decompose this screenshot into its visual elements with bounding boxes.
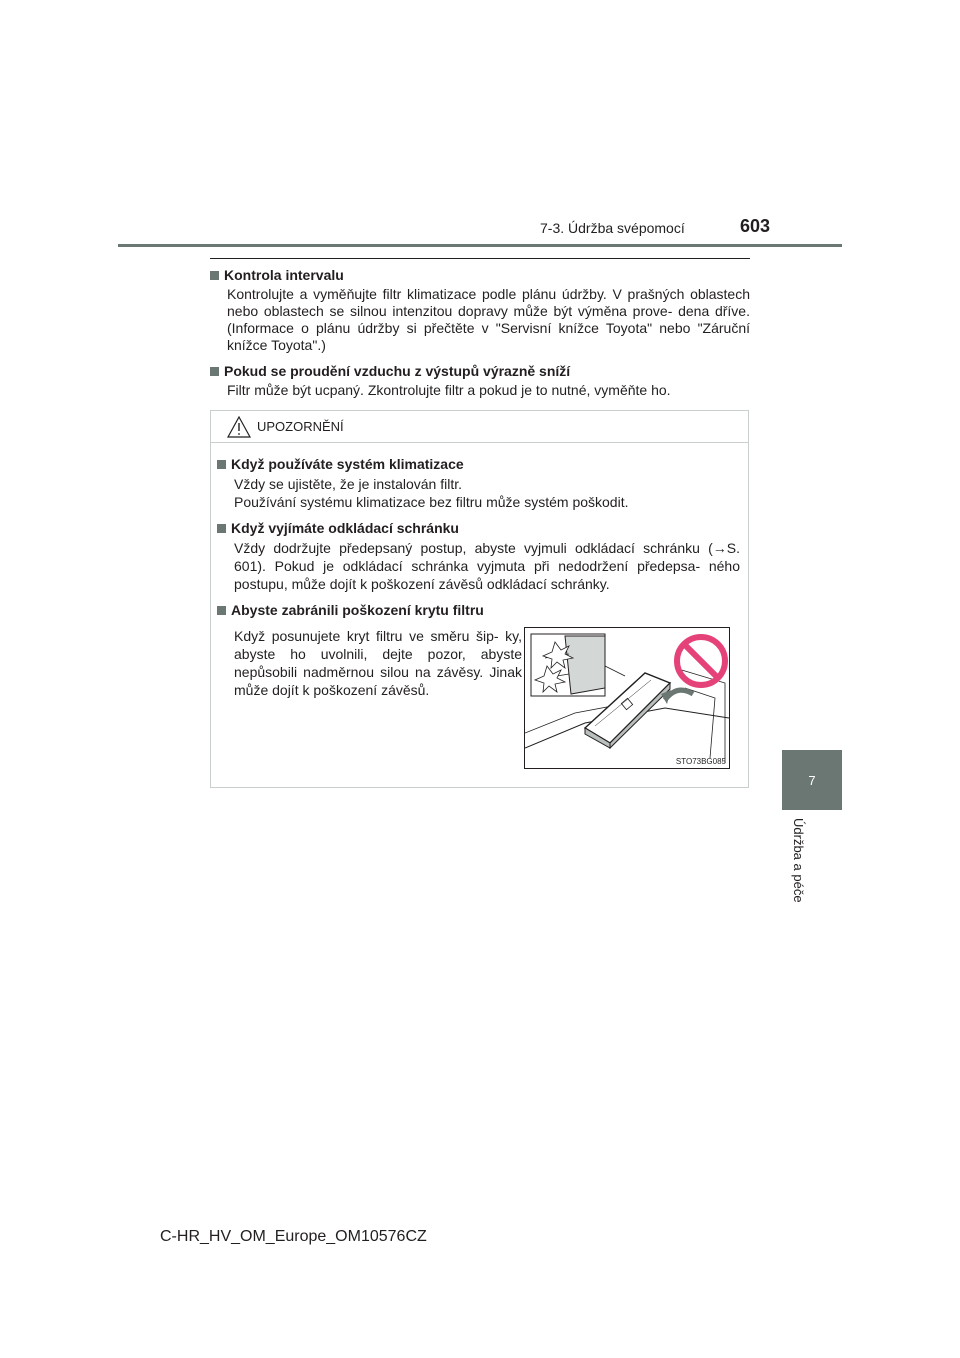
header-section-title: 7-3. Údržba svépomocí [540,220,685,236]
warning-item-body: Vždy dodržujte předepsaný postup, abyste vyjmuli odkládací schránku (→S. 601). Pokud je odkládací schránka vyjmuta při nedodržení předepsa- ného postupu, může dojít k poškození závěsů odkládací schránky. [234,540,740,592]
section-body: Filtr může být ucpaný. Zkontrolujte filtr a pokud je to nutné, vyměňte ho. [227,382,671,398]
chapter-label: Údržba a péče [791,818,806,903]
filter-cover-illustration [524,627,730,769]
main-content [210,266,750,407]
warning-header [211,411,748,443]
warning-box [210,410,749,788]
page-number: 603 [740,216,771,236]
warning-item-body-2: Používání systému klimatizace bez filtru může systém poškodit. [234,494,629,510]
warning-item-title: Když vyjímáte odkládací schránku [231,520,459,536]
figure-code: STO73BG085 [675,757,726,766]
warning-item-title: Když používáte systém klimatizace [231,456,464,472]
warning-item-title: Abyste zabránili poškození krytu filtru [231,602,484,618]
warning-item-body: Když posunujete kryt filtru ve směru šip- ky, abyste ho uvolnili, dejte pozor, abyste nepůsobili nadměrnou silou na závěsy. Jinak může dojít k poškození závěsů. [234,628,522,698]
warning-item [217,601,740,769]
chapter-tab[interactable] [782,750,842,810]
section-title: Kontrola intervalu [224,267,344,283]
bullet-square-icon [217,460,226,469]
warning-heading: UPOZORNĚNÍ [257,419,344,434]
content-top-rule [210,258,750,259]
section-interval [210,266,750,354]
filter-cover-drawing [525,628,729,768]
section-airflow [210,362,750,399]
chapter-number: 7 [808,772,816,788]
header-rule [118,244,842,247]
bullet-square-icon [210,271,219,280]
bullet-square-icon [217,606,226,615]
warning-item [217,519,740,593]
footer-doc-code: C-HR_HV_OM_Europe_OM10576CZ [160,1228,427,1245]
section-title: Pokud se proudění vzduchu z výstupů výrazně sníží [224,363,571,379]
warning-item [217,455,740,511]
bullet-square-icon [217,524,226,533]
section-body: Kontrolujte a vyměňujte filtr klimatizace podle plánu údržby. V prašných oblastech nebo oblastech se silnou intenzitou dopravy může být výměna prove- dena dříve. (Informace o plánu údržby si přečtěte v "Servisní knížce Toyota" nebo "Záruční knížce Toyota".) [227,286,750,353]
bullet-square-icon [210,367,219,376]
warning-item-body: Vždy se ujistěte, že je instalován filtr. [234,476,462,492]
warning-triangle-icon [227,416,251,438]
